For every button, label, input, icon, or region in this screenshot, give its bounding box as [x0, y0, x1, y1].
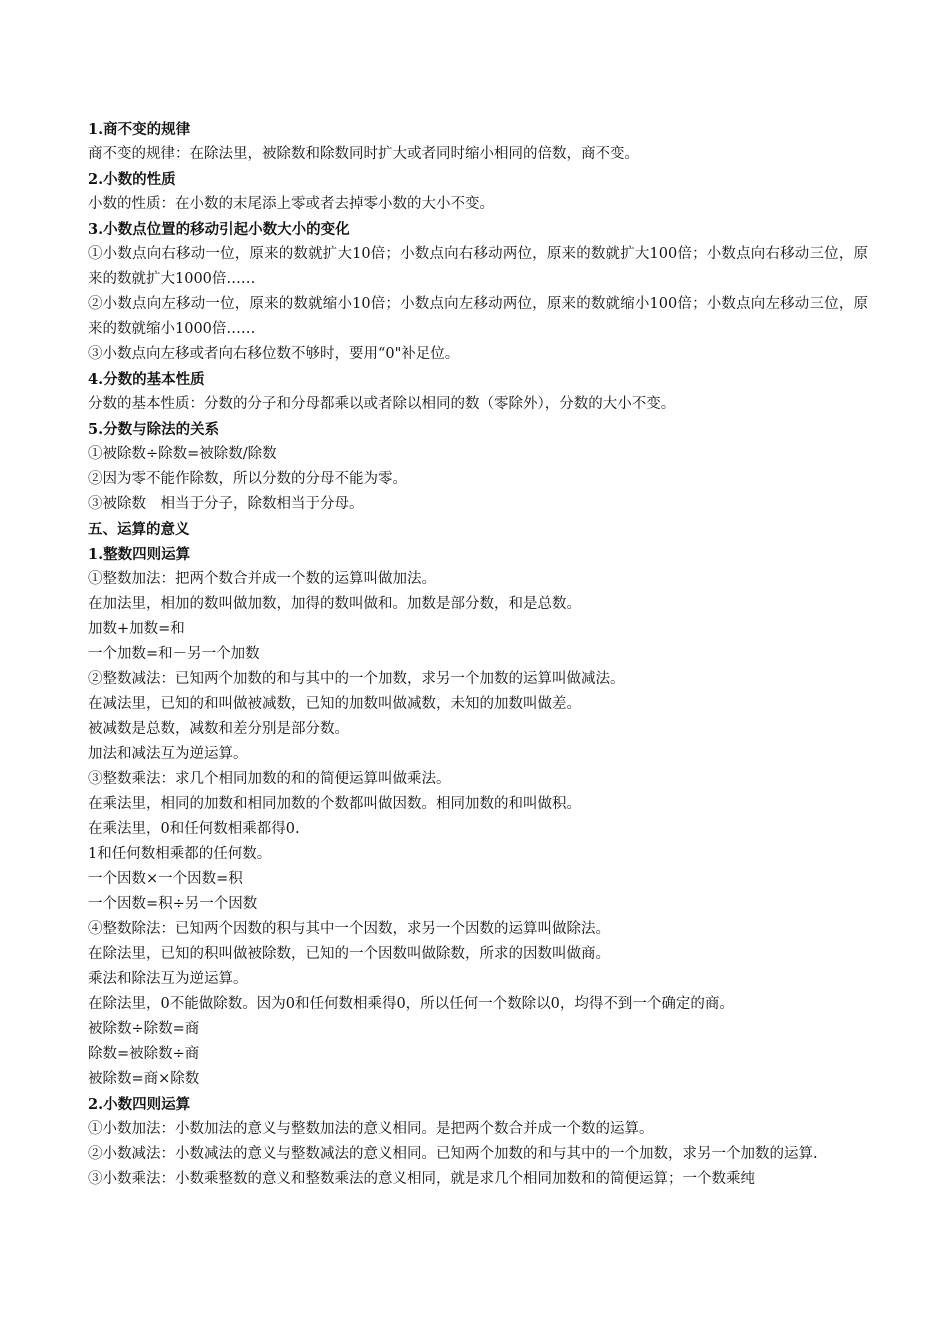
paragraph: ②小数减法：小数减法的意义与整数减法的意义相同。已知两个加数的和与其中的一个加数，求另一个加数的运算. — [88, 1146, 818, 1162]
paragraph: 小数的性质：在小数的末尾添上零或者去掉零小数的大小不变。 — [88, 196, 494, 212]
formula: 一个因数×一个因数=积 — [88, 871, 243, 887]
paragraph: ②因为零不能作除数，所以分数的分母不能为零。 — [88, 471, 407, 487]
heading-decimal-operations: 2.小数四则运算 — [88, 1096, 191, 1113]
formula: 一个加数=和－另一个加数 — [88, 646, 260, 662]
paragraph: 被减数是总数，减数和差分别是部分数。 — [88, 721, 349, 737]
formula: 被除数÷除数=商 — [88, 1021, 200, 1037]
paragraph: ①被除数÷除数=被除数/除数 — [88, 446, 277, 462]
paragraph: 商不变的规律：在除法里，被除数和除数同时扩大或者同时缩小相同的倍数，商不变。 — [88, 146, 639, 162]
paragraph: 分数的基本性质：分数的分子和分母都乘以或者除以相同的数（零除外），分数的大小不变。 — [88, 396, 676, 412]
paragraph: ②小数点向左移动一位，原来的数就缩小10倍；小数点向左移动两位，原来的数就缩小100倍；小数点向左移动三位，原来的数就缩小1000倍…… — [88, 296, 868, 337]
paragraph: 乘法和除法互为逆运算。 — [88, 971, 248, 987]
paragraph: 在除法里，0不能做除数。因为0和任何数相乘得0，所以任何一个数除以0，均得不到一个确定的商。 — [88, 996, 734, 1012]
heading-fraction-division: 5.分数与除法的关系 — [88, 421, 220, 438]
paragraph: 在减法里，已知的和叫做被减数，已知的加数叫做减数，未知的加数叫做差。 — [88, 696, 581, 712]
paragraph: ③小数乘法：小数乘整数的意义和整数乘法的意义相同，就是求几个相同加数和的简便运算；一个数乘纯 — [88, 1171, 755, 1187]
paragraph: ③被除数 相当于分子，除数相当于分母。 — [88, 496, 364, 512]
formula: 被除数=商×除数 — [88, 1071, 200, 1087]
section-heading-operations: 五、运算的意义 — [88, 521, 190, 538]
heading-fraction-property: 4.分数的基本性质 — [88, 371, 205, 388]
paragraph: 在乘法里，相同的加数和相同加数的个数都叫做因数。相同加数的和叫做积。 — [88, 796, 581, 812]
paragraph: 在加法里，相加的数叫做加数，加得的数叫做和。加数是部分数，和是总数。 — [88, 596, 581, 612]
paragraph: 加法和减法互为逆运算。 — [88, 746, 248, 762]
heading-quotient-rule: 1.商不变的规律 — [88, 121, 191, 138]
paragraph: ③小数点向左移或者向右移位数不够时，要用“0"补足位。 — [88, 346, 460, 362]
document-page — [88, 117, 868, 1192]
paragraph: ④整数除法：已知两个因数的积与其中一个因数，求另一个因数的运算叫做除法。 — [88, 921, 610, 937]
formula: 加数+加数=和 — [88, 621, 185, 637]
formula: 除数=被除数÷商 — [88, 1046, 200, 1062]
paragraph: ①小数点向右移动一位，原来的数就扩大10倍；小数点向右移动两位，原来的数就扩大100倍；小数点向右移动三位，原来的数就扩大1000倍…… — [88, 246, 868, 287]
paragraph: 1和任何数相乘都的任何数。 — [88, 846, 272, 862]
paragraph: ①整数加法：把两个数合并成一个数的运算叫做加法。 — [88, 571, 436, 587]
formula: 一个因数=积÷另一个因数 — [88, 896, 258, 912]
paragraph: ①小数加法：小数加法的意义与整数加法的意义相同。是把两个数合并成一个数的运算。 — [88, 1121, 654, 1137]
heading-decimal-property: 2.小数的性质 — [88, 171, 176, 188]
paragraph: ③整数乘法：求几个相同加数的和的简便运算叫做乘法。 — [88, 771, 451, 787]
heading-decimal-point-move: 3.小数点位置的移动引起小数大小的变化 — [88, 221, 350, 238]
heading-integer-operations: 1.整数四则运算 — [88, 546, 191, 563]
paragraph: 在除法里，已知的积叫做被除数，已知的一个因数叫做除数，所求的因数叫做商。 — [88, 946, 610, 962]
paragraph: 在乘法里，0和任何数相乘都得0. — [88, 821, 300, 837]
paragraph: ②整数减法：已知两个加数的和与其中的一个加数，求另一个加数的运算叫做减法。 — [88, 671, 625, 687]
